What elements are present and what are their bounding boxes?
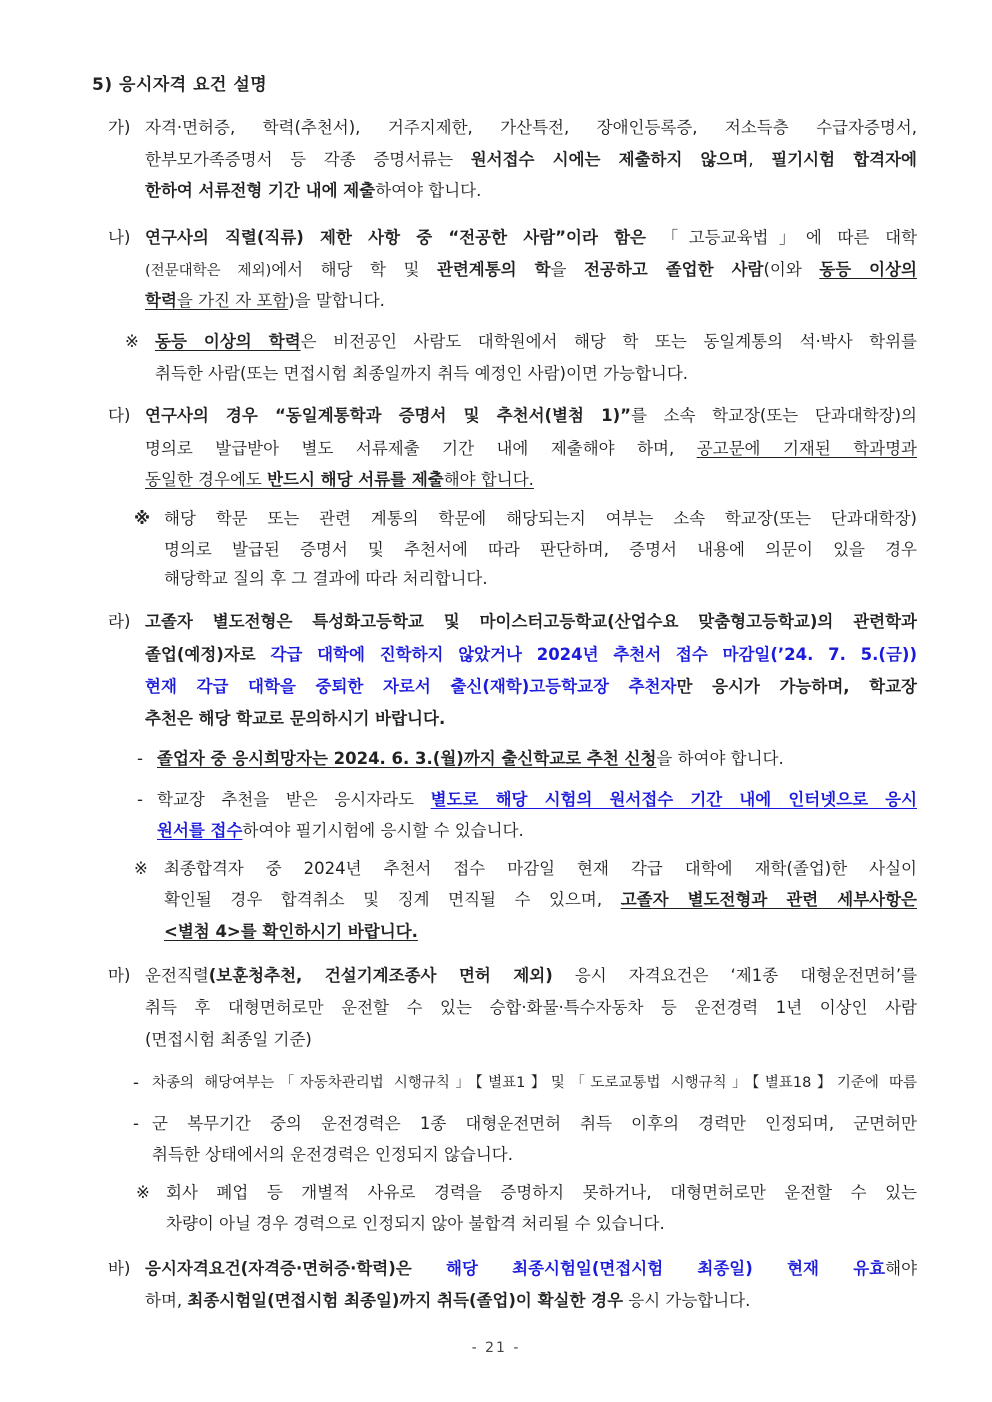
ba-line-2: 하며, 최종시험일(면접시험 최종일)까지 취득(졸업)이 확실한 경우 응시 가능합니다. xyxy=(145,1291,751,1310)
ga-line-2: 한부모가족증명서 등 각종 증명서류는 원서접수 시에는 제출하지 않으며, 필기시험 합격자에 xyxy=(145,150,917,169)
ga-line-1: 자격·면허증, 학력(추천서), 거주지제한, 가산특전, 장애인등록증, 저소득층 수급자증명서, xyxy=(145,118,917,137)
ra-dash-line-3: 원서를 접수하여야 필기시험에 응시할 수 있습니다. xyxy=(157,821,524,840)
item-marker-da: 다) xyxy=(108,406,131,425)
da-note-line-2: 명의로 발급된 증명서 및 추천서에 따라 판단하며, 증명서 내용에 의문이 있을 경우 xyxy=(164,540,917,559)
ra-dash-line-1: 졸업자 중 응시희망자는 2024. 6. 3.(월)까지 출신학교로 추천 신청을 하여야 합니다. xyxy=(157,749,784,768)
ma-dash-line-2: 군 복무기간 중의 운전경력은 1종 대형운전면허 취득 이후의 경력만 인정되며, 군면허만 xyxy=(152,1114,917,1133)
ma-note-line-1: 회사 폐업 등 개별적 사유로 경력을 증명하지 못하거나, 대형면허로만 운전할 수 있는 xyxy=(166,1183,917,1202)
ra-note-line-1: 최종합격자 중 2024년 추천서 접수 마감일 현재 각급 대학에 재학(졸업)한 사실이 xyxy=(164,859,917,878)
ra-note-line-2: 확인될 경우 합격취소 및 징계 면직될 수 있으며, 고졸자 별도전형과 관련 세부사항은 xyxy=(164,890,917,909)
item-marker-ma: 마) xyxy=(108,966,131,985)
item-marker-na: 나) xyxy=(108,228,131,247)
ba-line-1: 응시자격요건(자격증·면허증·학력)은 해당 최종시험일(면접시험 최종일) 현재 유효해야 xyxy=(145,1259,918,1278)
ma-line-2: 취득 후 대형면허로만 운전할 수 있는 승합·화물·특수자동차 등 운전경력 1년 이상인 사람 xyxy=(145,998,917,1017)
da-note-line-3: 해당학교 질의 후 그 결과에 따라 처리합니다. xyxy=(164,569,488,588)
ra-note-line-3: <별첨 4>를 확인하시기 바랍니다. xyxy=(164,922,418,941)
note-marker-da: ※ xyxy=(134,509,151,528)
item-marker-ra: 라) xyxy=(108,612,131,631)
dash-marker-ma-1: - xyxy=(133,1073,139,1092)
ga-line-3: 한하여 서류전형 기간 내에 제출하여야 합니다. xyxy=(145,181,482,200)
page-number: - 21 - xyxy=(471,1340,521,1356)
ra-line-1: 고졸자 별도전형은 특성화고등학교 및 마이스터고등학교(산업수요 맞춤형고등학교)의 관련학과 xyxy=(145,612,917,631)
dash-marker-ra-1: - xyxy=(137,749,143,768)
item-marker-ba: 바) xyxy=(108,1259,131,1278)
da-line-1: 연구사의 경우 “동일계통학과 증명서 및 추천서(별첨 1)”를 소속 학교장(또는 단과대학장)의 xyxy=(145,406,917,425)
na-note-line-2: 취득한 사람(또는 면접시험 최종일까지 취득 예정인 사람)이면 가능합니다. xyxy=(155,364,689,383)
dash-marker-ma-2: - xyxy=(133,1114,139,1133)
na-note-line-1: 동등 이상의 학력은 비전공인 사람도 대학원에서 해당 학 또는 동일계통의 석·박사 학위를 xyxy=(155,332,917,351)
note-marker-na: ※ xyxy=(125,332,139,351)
da-line-2: 명의로 발급받아 별도 서류제출 기간 내에 제출해야 하며, 공고문에 기재된 학과명과 xyxy=(145,439,917,458)
da-line-3: 동일한 경우에도 반드시 해당 서류를 제출해야 합니다. xyxy=(145,470,534,489)
na-line-1: 연구사의 직렬(직류) 제한 사항 중 “전공한 사람”이라 함은 「고등교육법」에 따른 대학 xyxy=(145,228,918,247)
na-line-3: 학력을 가진 자 포함)을 말합니다. xyxy=(145,291,385,310)
ra-line-2: 졸업(예정)자로 각급 대학에 진학하지 않았거나 2024년 추천서 접수 마감일(’24. 7. 5.(금)) xyxy=(145,645,917,664)
ma-note-line-2: 차량이 아닐 경우 경력으로 인정되지 않아 불합격 처리될 수 있습니다. xyxy=(166,1214,665,1233)
dash-marker-ra-2: - xyxy=(137,790,143,809)
ma-dash-line-1: 차종의 해당여부는「자동차관리법 시행규칙」【별표1】및「도로교통법 시행규칙」【별표18】기준에 따름 xyxy=(152,1075,917,1091)
note-marker-ma: ※ xyxy=(136,1183,150,1202)
ma-line-1: 운전직렬(보훈청추천, 건설기계조종사 면허 제외) 응시 자격요건은 ‘제1종 대형운전면허’를 xyxy=(145,966,918,985)
na-line-2: (전문대학은 제외)에서 해당 학 및 관련계통의 학을 전공하고 졸업한 사람(이와 동등 이상의 xyxy=(145,260,917,279)
ra-line-3: 현재 각급 대학을 중퇴한 자로서 출신(재학)고등학교장 추천자만 응시가 가능하며, 학교장 xyxy=(145,677,917,696)
ra-line-4: 추천은 해당 학교로 문의하시기 바랍니다. xyxy=(145,709,446,728)
item-marker-ga: 가) xyxy=(108,118,131,137)
note-marker-ra: ※ xyxy=(134,859,148,878)
ma-line-3: (면접시험 최종일 기준) xyxy=(145,1030,312,1049)
da-note-line-1: 해당 학문 또는 관련 계통의 학문에 해당되는지 여부는 소속 학교장(또는 단과대학장) xyxy=(164,509,917,528)
ma-dash-line-3: 취득한 상태에서의 운전경력은 인정되지 않습니다. xyxy=(152,1145,513,1164)
section-heading: 5) 응시자격 요건 설명 xyxy=(92,75,268,95)
ra-dash-line-2: 학교장 추천을 받은 응시자라도 별도로 해당 시험의 원서접수 기간 내에 인터넷으로 응시 xyxy=(157,790,918,809)
